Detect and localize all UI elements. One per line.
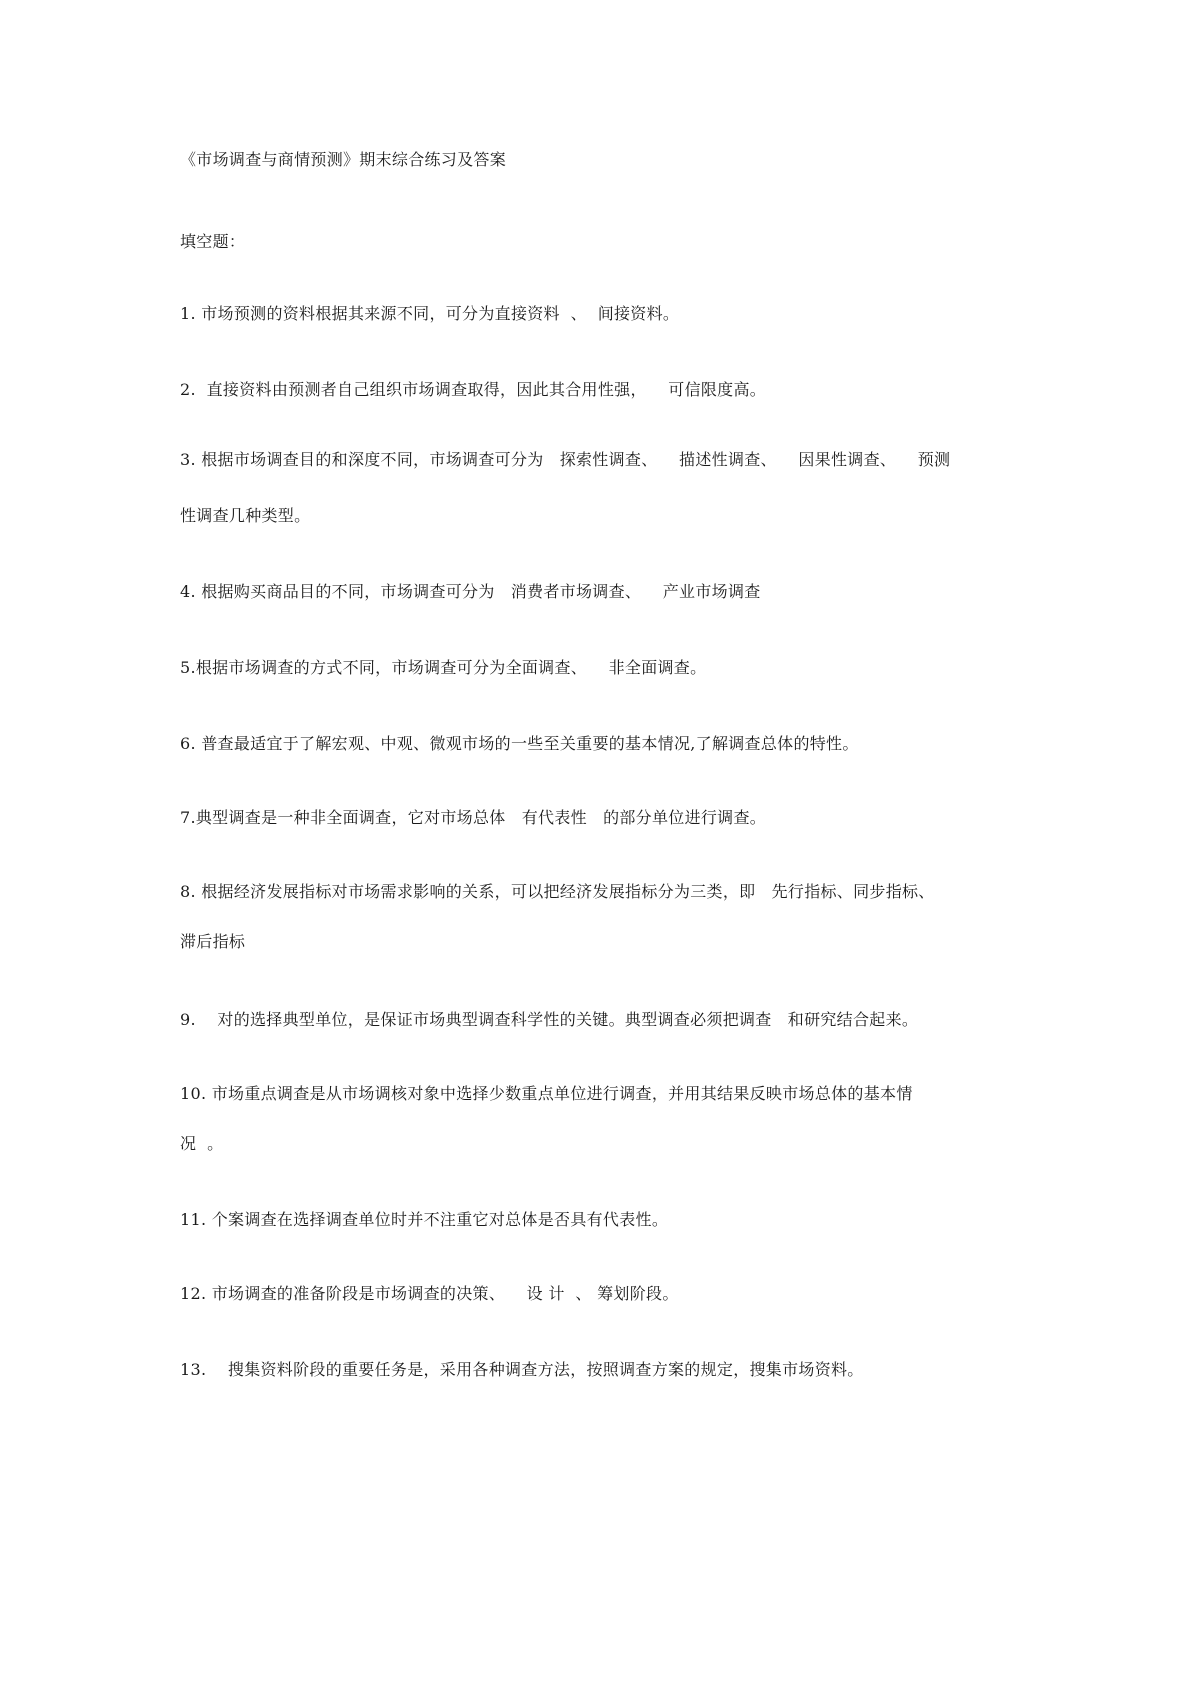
question-9: 9. 对的选择典型单位，是保证市场典型调查科学性的关键。典型调查必须把调查 和研究结合起来。 (180, 1010, 919, 1029)
question-8: 8. 根据经济发展指标对市场需求影响的关系，可以把经济发展指标分为三类，即 先行指标、同步指标、 (180, 882, 935, 901)
question-2: 2. 直接资料由预测者自己组织市场调查取得，因此其合用性强， 可信限度高。 (180, 380, 767, 399)
question-6: 6. 普查最适宜于了解宏观、中观、微观市场的一些至关重要的基本情况,了解调查总体的特性。 (180, 734, 859, 753)
question-3: 3. 根据市场调查目的和深度不同，市场调查可分为 探索性调查、 描述性调查、 因果性调查、 预测 (180, 450, 951, 469)
question-10: 10. 市场重点调查是从市场调核对象中选择少数重点单位进行调查，并用其结果反映市场总体的基本情 (180, 1084, 913, 1103)
question-10-continued: 况 。 (180, 1134, 224, 1153)
document-title: 《市场调查与商情预测》期末综合练习及答案 (180, 150, 507, 169)
document-page (180, 0, 1020, 1685)
question-12: 12. 市场调查的准备阶段是市场调查的决策、 设 计 、 筹划阶段。 (180, 1284, 679, 1303)
question-7: 7.典型调查是一种非全面调查，它对市场总体 有代表性 的部分单位进行调查。 (180, 808, 767, 827)
question-11: 11. 个案调查在选择调查单位时并不注重它对总体是否具有代表性。 (180, 1210, 669, 1229)
section-heading: 填空题： (180, 232, 246, 251)
question-4: 4. 根据购买商品目的不同，市场调查可分为 消费者市场调查、 产业市场调查 (180, 582, 761, 601)
question-8-continued: 滞后指标 (180, 932, 246, 951)
question-1: 1. 市场预测的资料根据其来源不同，可分为直接资料 、 间接资料。 (180, 304, 680, 323)
question-13: 13. 搜集资料阶段的重要任务是，采用各种调查方法，按照调查方案的规定，搜集市场资料。 (180, 1360, 864, 1379)
question-3-continued: 性调查几种类型。 (180, 506, 311, 525)
question-5: 5.根据市场调查的方式不同，市场调查可分为全面调查、 非全面调查。 (180, 658, 707, 677)
